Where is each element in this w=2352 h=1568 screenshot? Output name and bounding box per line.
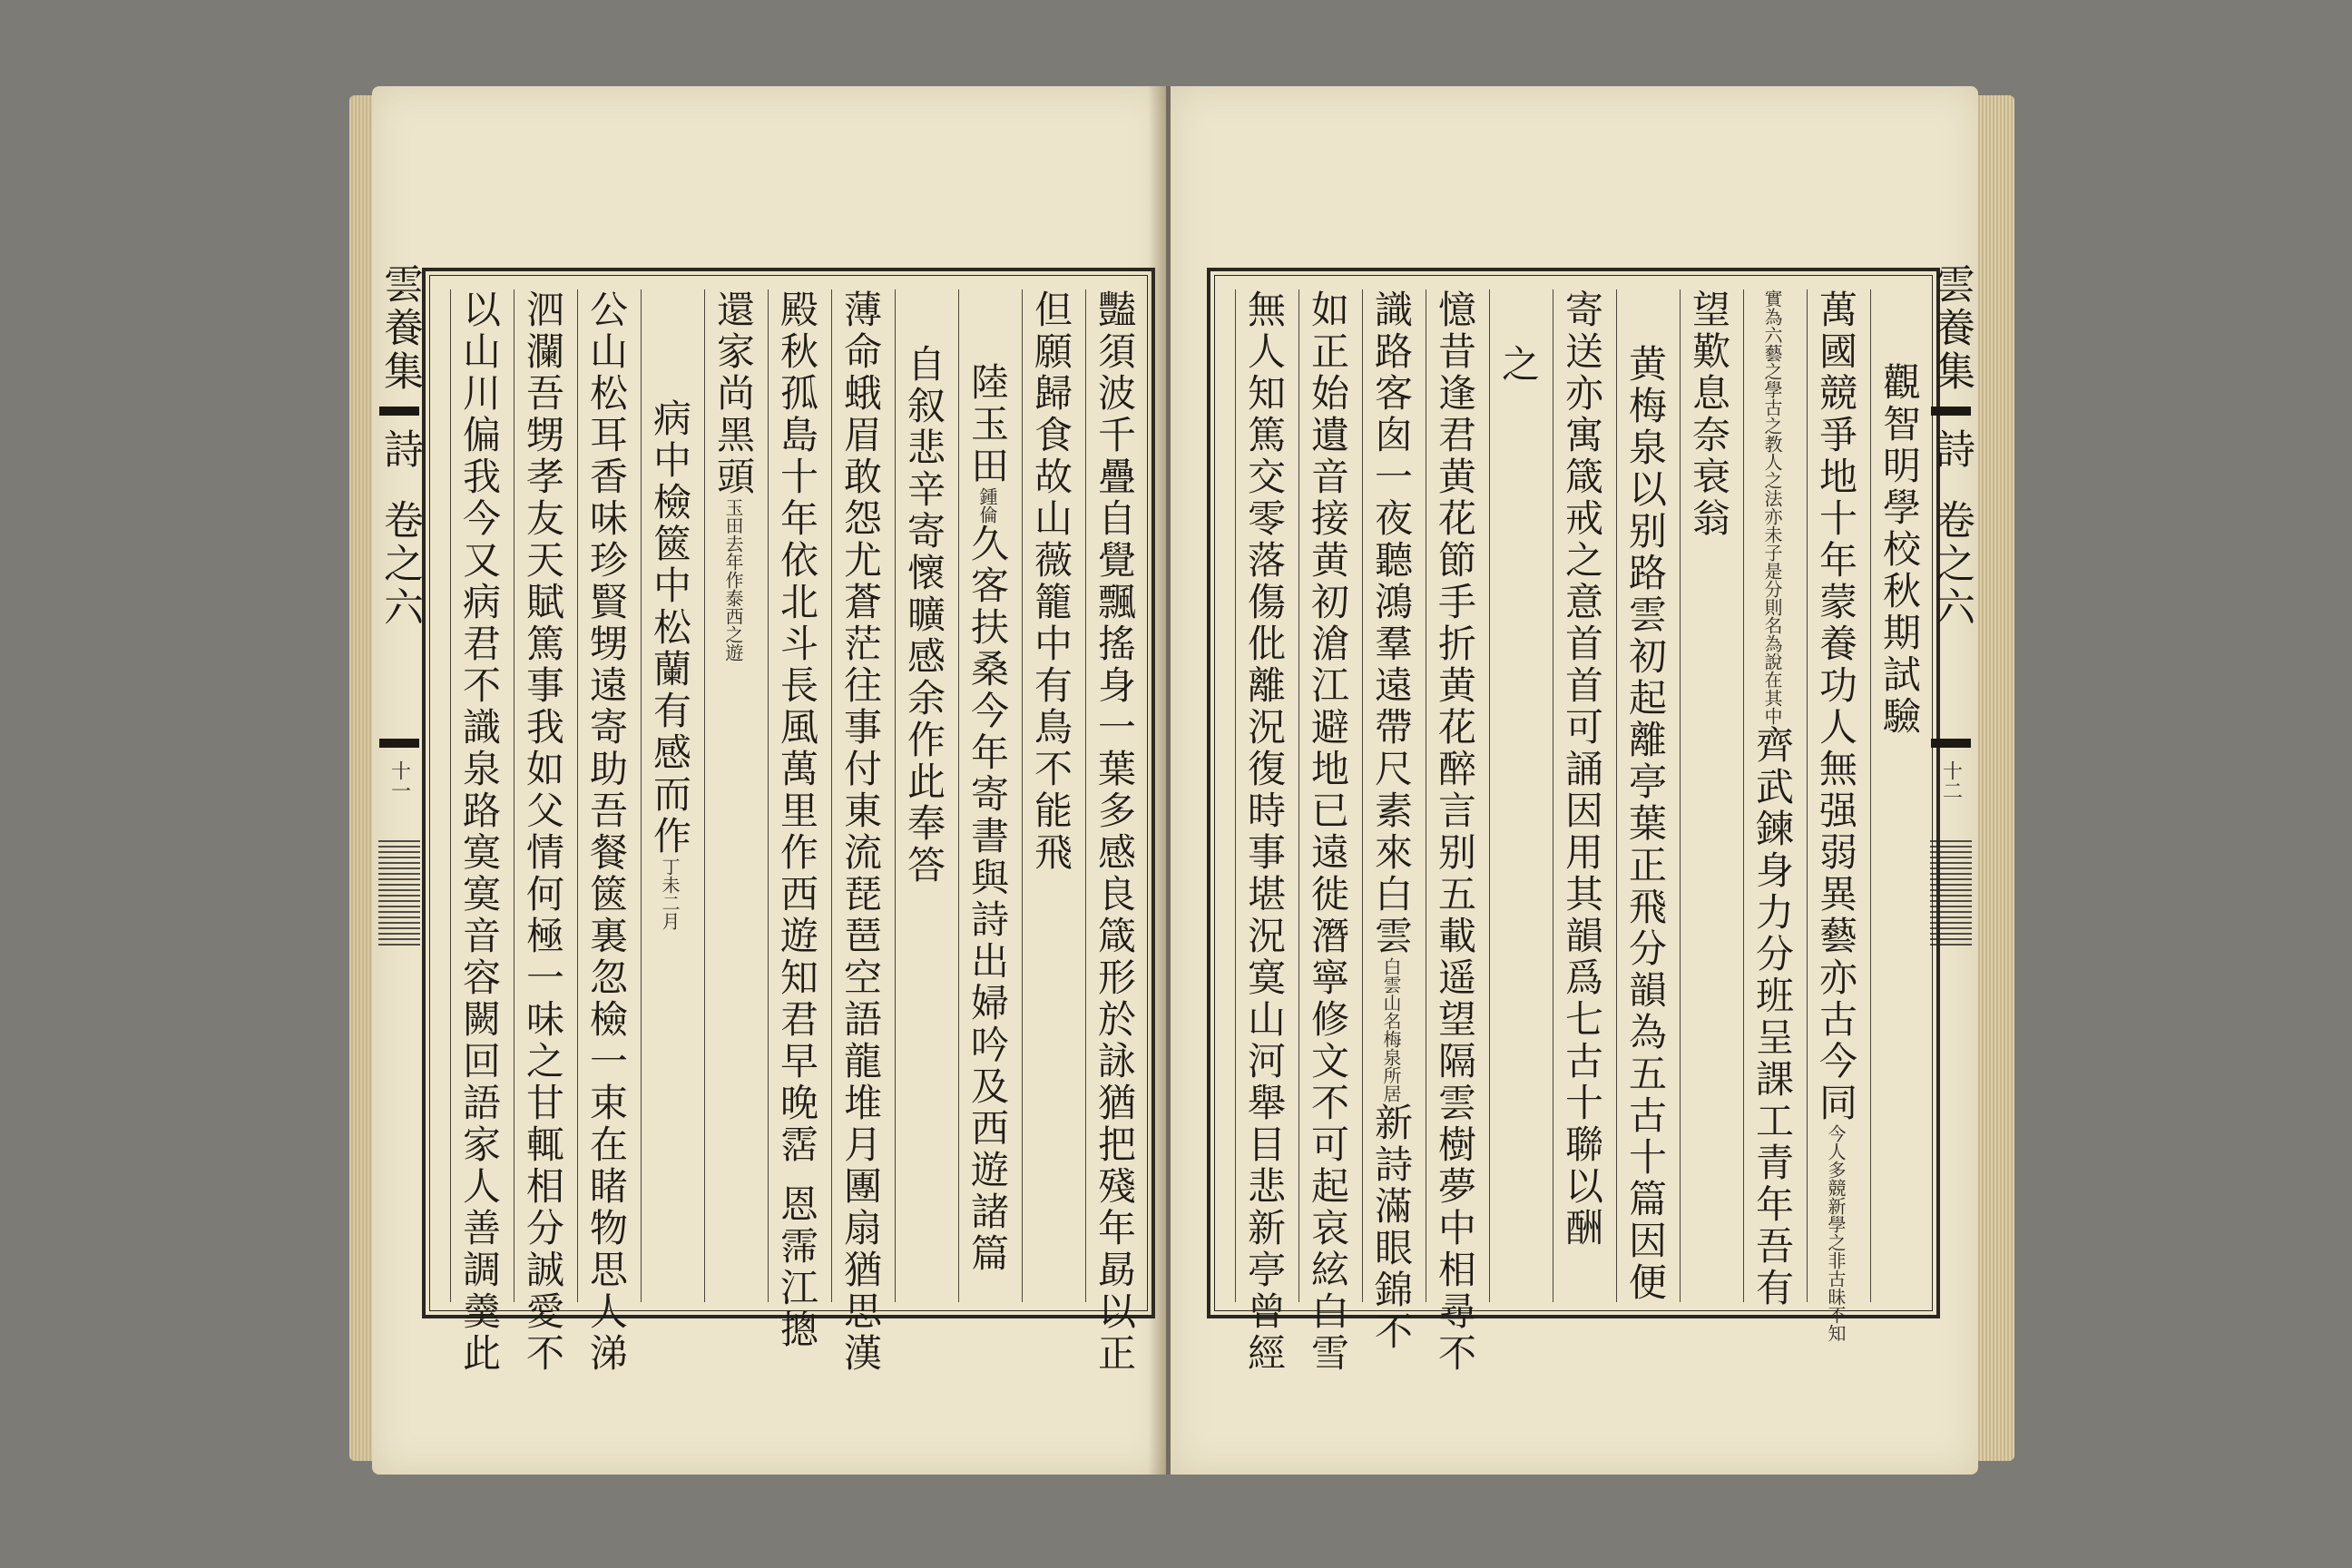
right-col-11-text: 無人知篤交零落傷仳離況復時事堪況寞山河舉目悲新亭曾經: [1242, 289, 1287, 1375]
left-page-number: 十一: [387, 760, 411, 800]
right-col-4-text: 望歎息奈衰翁: [1687, 289, 1731, 540]
right-col-10-text: 如正始遺音接黄初滄江避地已遠徙潛寧修文不可起哀絃白雪: [1306, 289, 1350, 1375]
left-col-7-text: 還家尚黑頭: [711, 289, 756, 498]
right-col-9-text2: 新詩滿眼錦不: [1369, 1102, 1414, 1353]
left-col-11: [450, 289, 507, 1375]
fish-tail-mark: [1931, 407, 1971, 416]
right-col-3-note: 實為六藝之學古之教人之法亦未子是分則名為說在其中: [1761, 289, 1783, 725]
right-col-9-note: 白雲山名梅泉所居: [1380, 957, 1402, 1102]
right-col-2-note: 今人多競新學之非古昧不知: [1825, 1124, 1847, 1342]
right-col-3: [1743, 289, 1800, 1309]
fish-tail-mark-lower: [379, 739, 419, 748]
right-col-3-text2: 齊武鍊身力分班呈課工青年吾有: [1750, 725, 1795, 1309]
right-col-1: [1870, 289, 1927, 1302]
left-col-4-text: 自叙悲辛寄懷曠感余作此奉答: [902, 344, 946, 887]
left-volume: 卷之六: [377, 499, 423, 630]
left-col-9-text: 公山松耳香味珍賢甥遠寄助吾餐篋裏忽檢一束在睹物思人涕: [584, 289, 629, 1375]
page-edge-right: [1978, 95, 2014, 1461]
open-book: [349, 86, 2014, 1475]
left-text-frame: [422, 268, 1155, 1375]
left-col-1-text: 豔須波千疊自覺飄搖身一葉多感良箴形於詠猶把殘年勗以正: [1093, 289, 1137, 1375]
margin-stripes: [1930, 837, 1972, 946]
left-col-8-note: 丁未二月: [659, 858, 681, 930]
left-col-3-text: 陸玉田: [965, 362, 1010, 487]
right-col-6-text: 寄送亦寓箴戒之意首首可誦因用其韻爲七古十聯以酬: [1560, 289, 1604, 1250]
fish-tail-mark: [379, 407, 419, 416]
right-col-5: [1616, 289, 1673, 1302]
left-col-3-note: 鍾倫: [976, 487, 998, 524]
left-book-title: 雲養集: [377, 263, 423, 394]
right-col-7: [1489, 289, 1546, 1302]
right-text-frame: [1207, 268, 1940, 1375]
right-col-8: [1426, 289, 1483, 1375]
left-col-3-text2: 久客扶桑今年寄書與詩出婦吟及西遊諸篇: [965, 524, 1010, 1275]
left-col-8: [641, 289, 698, 1302]
right-col-11: [1235, 289, 1292, 1375]
left-col-7-note: 玉田去年作泰西之遊: [722, 498, 744, 662]
right-margin-title: [1924, 263, 1978, 946]
right-col-7-text: 之: [1496, 344, 1541, 386]
right-col-9: [1362, 289, 1419, 1353]
right-col-1-text: 觀智明學校秋期試驗: [1877, 362, 1922, 738]
right-volume: 卷之六: [1928, 499, 1975, 630]
left-col-6-text: 殿秋孤島十年依北斗長風萬里作西遊知君早晚霑: [775, 289, 819, 1166]
right-col-4: [1680, 289, 1737, 1302]
right-page: [1171, 86, 1978, 1475]
left-col-4: [895, 289, 952, 1302]
right-col-5-text: 黄梅泉以别路雲初起離亭葉正飛分韻為五古十篇因便: [1623, 344, 1668, 1304]
left-col-1: [1085, 289, 1142, 1375]
left-col-7: [704, 289, 761, 1302]
left-section: 詩: [377, 428, 423, 472]
fish-tail-mark-lower: [1931, 739, 1971, 748]
left-col-10: [514, 289, 571, 1375]
right-book-title: 雲養集: [1928, 263, 1975, 394]
left-col-6: [768, 289, 825, 1351]
left-col-2-text: 但願歸食故山薇籠中有鳥不能飛: [1029, 289, 1073, 874]
right-section: 詩: [1928, 428, 1975, 472]
left-col-9: [577, 289, 634, 1375]
right-col-6: [1553, 289, 1610, 1302]
left-page: [372, 86, 1166, 1475]
margin-stripes: [378, 837, 420, 946]
left-col-5-text: 薄命蛾眉敢怨尤蒼茫往事付東流琵琶空語龍堆月團扇猶思漢: [838, 289, 883, 1375]
right-col-2-text: 萬國競爭地十年蒙養功人無强弱異藝亦古今同: [1814, 289, 1858, 1124]
left-col-11-text: 以山川偏我今又病君不識泉路寞寞音容闕回語家人善調羹此: [457, 289, 502, 1375]
left-col-10-text: 泗瀾吾甥孝友天賦篤事我如父情何極一味之甘輒相分誠愛不: [521, 289, 565, 1375]
left-col-3: [958, 289, 1015, 1302]
left-col-2: [1022, 289, 1079, 1302]
left-margin-title: [372, 263, 426, 946]
right-col-9-text: 識路客囱一夜聽鴻羣遠帶尺素來白雲: [1369, 289, 1414, 957]
left-col-8-text: 病中檢篋中松蘭有感而作: [648, 398, 692, 858]
left-col-6-text2: 恩霈江摠: [775, 1184, 819, 1351]
right-col-2: [1807, 289, 1864, 1342]
right-page-number: 十二: [1939, 760, 1963, 800]
right-col-10: [1298, 289, 1356, 1375]
left-col-5: [831, 289, 888, 1375]
right-col-8-text: 憶昔逢君黄花節手折黄花醉言别五載遥望隔雲樹夢中相尋不: [1433, 289, 1477, 1375]
